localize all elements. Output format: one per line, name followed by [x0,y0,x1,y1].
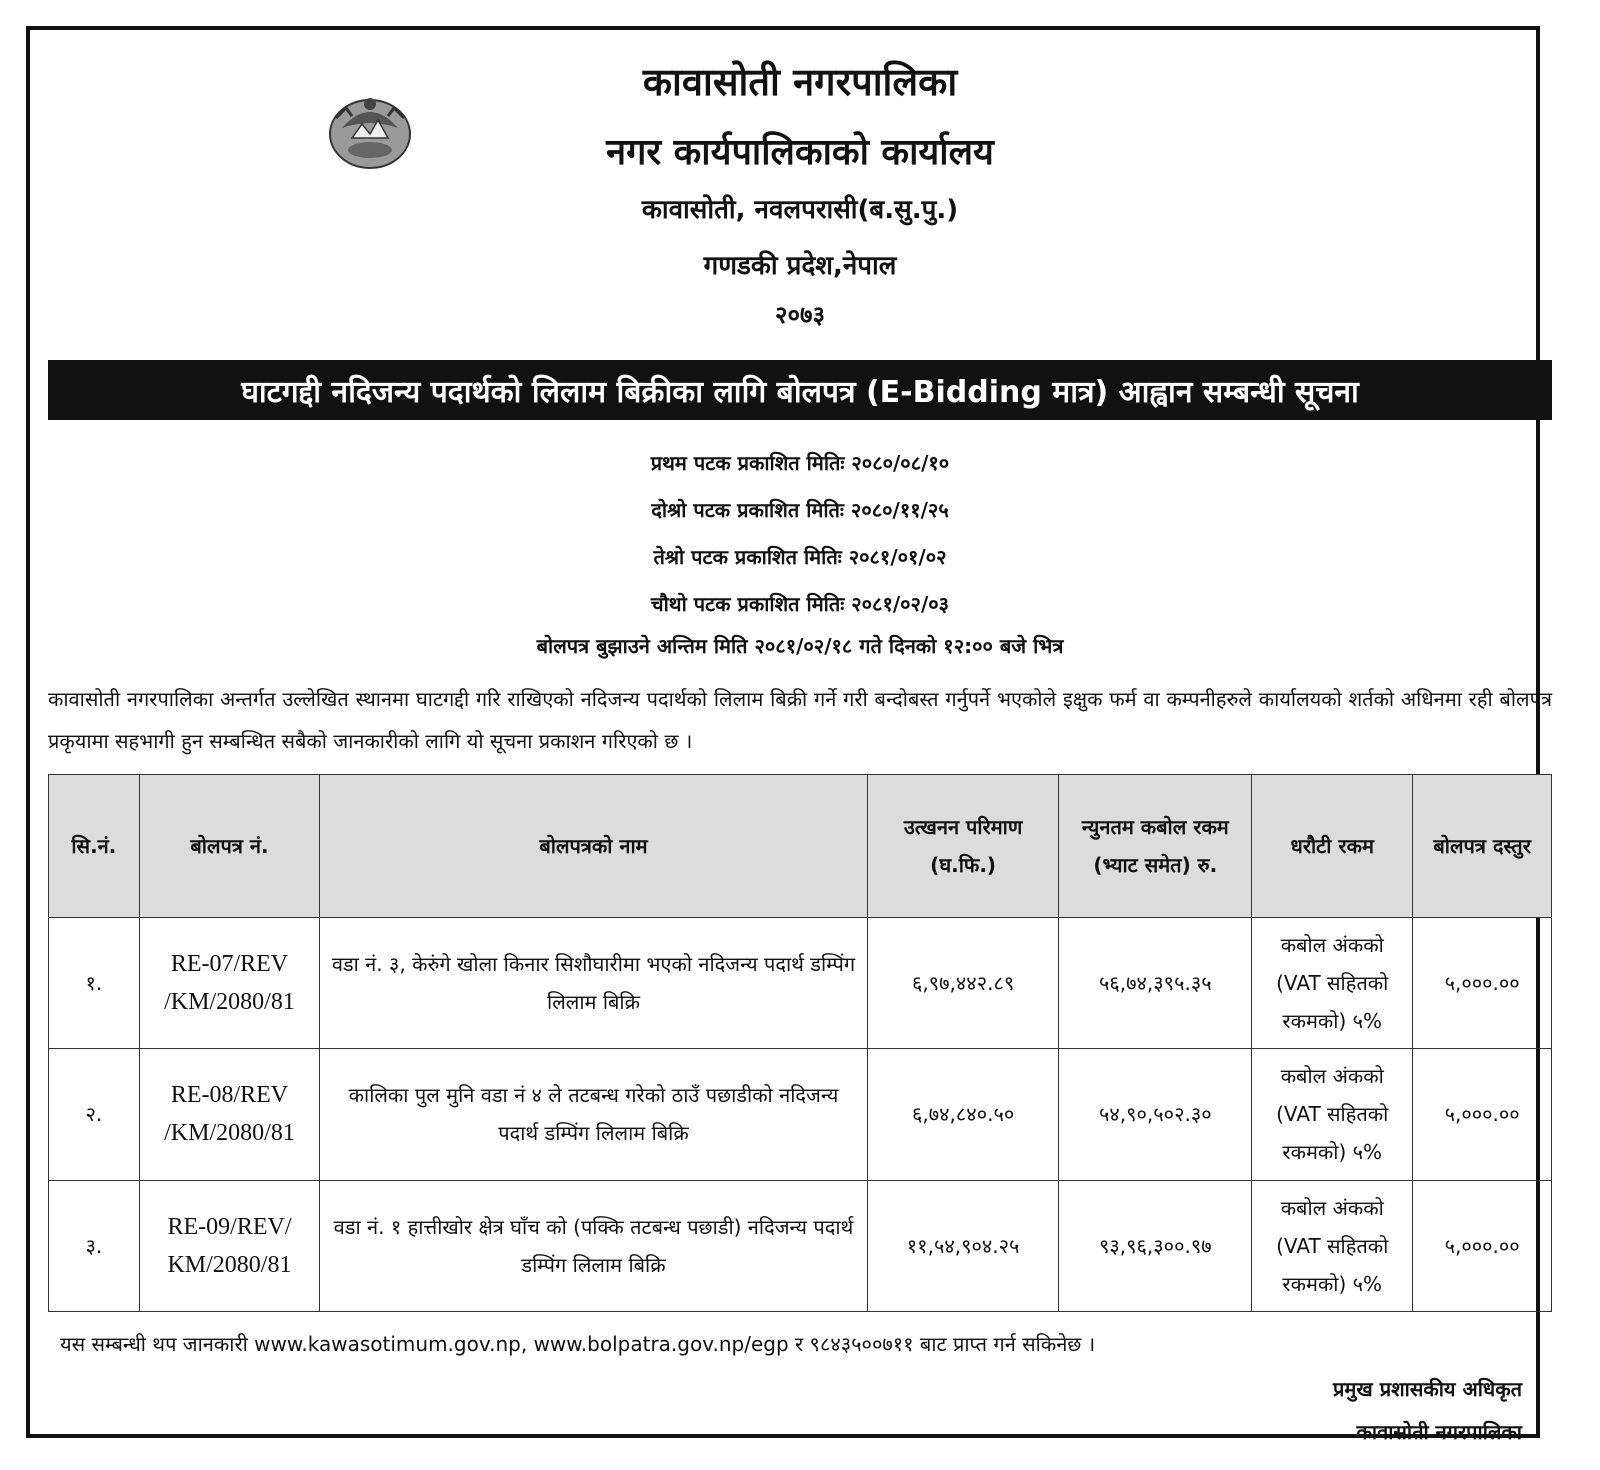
header-quantity: उत्खनन परिमाण (घ.फि.) [867,775,1059,918]
office-address: कावासोती, नवलपरासी(ब.सु.पु.) [641,195,959,225]
publication-dates [0,440,1600,628]
cell-fee: ५,०००.०० [1413,1180,1552,1311]
publication-date-1: प्रथम पटक प्रकाशित मितिः २०८०/०८/१० [650,451,950,475]
established-year: २०७३ [775,301,825,329]
cell-deposit: कबोल अंकको (VAT सहितको रकमको) ५% [1252,1180,1413,1311]
notice-title-banner: घाटगद्दी नदिजन्य पदार्थको लिलाम बिक्रीका लागि बोलपत्र (E-Bidding मात्र) आह्वान सम्बन्धी सूचना [48,360,1552,420]
cell-bid-name: कालिका पुल मुनि वडा नं ४ ले तटबन्ध गरेको ठाउँ पछाडीको नदिजन्य पदार्थ डम्पिंग लिलाम बिक्रि [320,1049,868,1180]
cell-bid-name: वडा नं. ३, केरुंगे खोला किनार सिशौघारीमा भएको नदिजन्य पदार्थ डम्पिंग लिलाम बिक्रि [320,918,868,1049]
publication-date-3: तेश्रो पटक प्रकाशित मितिः २०८१/०१/०२ [653,545,947,569]
header-min-amount: न्युनतम कबोल रकम (भ्याट समेत) रु. [1059,775,1252,918]
submission-deadline: बोलपत्र बुझाउने अन्तिम मिति २०८१/०२/१८ गते दिनको १२:०० बजे भित्र [536,634,1064,658]
cell-bid-no: RE-09/REV/ KM/2080/81 [139,1180,319,1311]
cell-min-amount: ५४,९०,५०२.३० [1059,1049,1252,1180]
cell-quantity: ६,९७,४४२.८९ [867,918,1059,1049]
header-deposit: धरौटी रकम [1252,775,1413,918]
table-row [49,1049,1552,1180]
cell-min-amount: ९३,९६,३००.९७ [1059,1180,1252,1311]
province-line: गणडकी प्रदेश,नेपाल [703,251,897,281]
cell-quantity: ६,७४,८४०.५० [867,1049,1059,1180]
cell-fee: ५,०००.०० [1413,918,1552,1049]
publication-date-2: दोश्रो पटक प्रकाशित मितिः २०८०/११/२५ [651,498,949,522]
table-row [49,918,1552,1049]
table-row [49,1180,1552,1311]
cell-sn: २. [49,1049,140,1180]
header-sn: सि.नं. [49,775,140,918]
table-header-row [49,775,1552,918]
header-bid-name: बोलपत्रको नाम [320,775,868,918]
cell-sn: १. [49,918,140,1049]
header-fee: बोलपत्र दस्तुर [1413,775,1552,918]
office-name: नगर कार्यपालिकाको कार्यालय [606,132,994,173]
cell-bid-no: RE-08/REV /KM/2080/81 [139,1049,319,1180]
publication-date-4: चौथो पटक प्रकाशित मितिः २०८१/०२/०३ [650,592,950,616]
cell-fee: ५,०००.०० [1413,1049,1552,1180]
contact-info: यस सम्बन्धी थप जानकारी www.kawasotimum.gov.np, www.bolpatra.gov.np/egp र ९८४३५००७११ बाट प्राप्त गर्न सकिनेछ । [60,1332,1096,1356]
cell-bid-name: वडा नं. १ हात्तीखोर क्षेत्र घाँच को (पक्कि तटबन्ध पछाडी) नदिजन्य पदार्थ डम्पिंग लिलाम बिक्रि [320,1180,868,1311]
cell-sn: ३. [49,1180,140,1311]
municipality-name: कावासोती नगरपालिका [642,60,958,104]
signatory-title: प्रमुख प्रशासकीय अधिकृत [1333,1377,1522,1401]
header-bid-no: बोलपत्र नं. [139,775,319,918]
cell-deposit: कबोल अंकको (VAT सहितको रकमको) ५% [1252,1049,1413,1180]
cell-bid-no: RE-07/REV /KM/2080/81 [139,918,319,1049]
intro-paragraph: कावासोती नगरपालिका अन्तर्गत उल्लेखित स्थानमा घाटगद्दी गरि राखिएको नदिजन्य पदार्थको लिलाम बिक्री गर्ने गरी बन्दोबस्त गर्नुपर्ने भएकोले इक्षुक फर्म वा कम्पनीहरुले कार्यालयको शर्तको अधिनमा रही बोलपत्र प्रकृयामा सहभागी हुन सम्बन्धित सबैको जानकारीको लागि यो सूचना प्रकाशन गरिएको छ । [48,687,1552,753]
cell-min-amount: ५६,७४,३९५.३५ [1059,918,1252,1049]
cell-deposit: कबोल अंकको (VAT सहितको रकमको) ५% [1252,918,1413,1049]
signatory-org: कावासोती नगरपालिका [1356,1420,1522,1444]
cell-quantity: ११,५४,९०४.२५ [867,1180,1059,1311]
bid-table [48,774,1552,1312]
